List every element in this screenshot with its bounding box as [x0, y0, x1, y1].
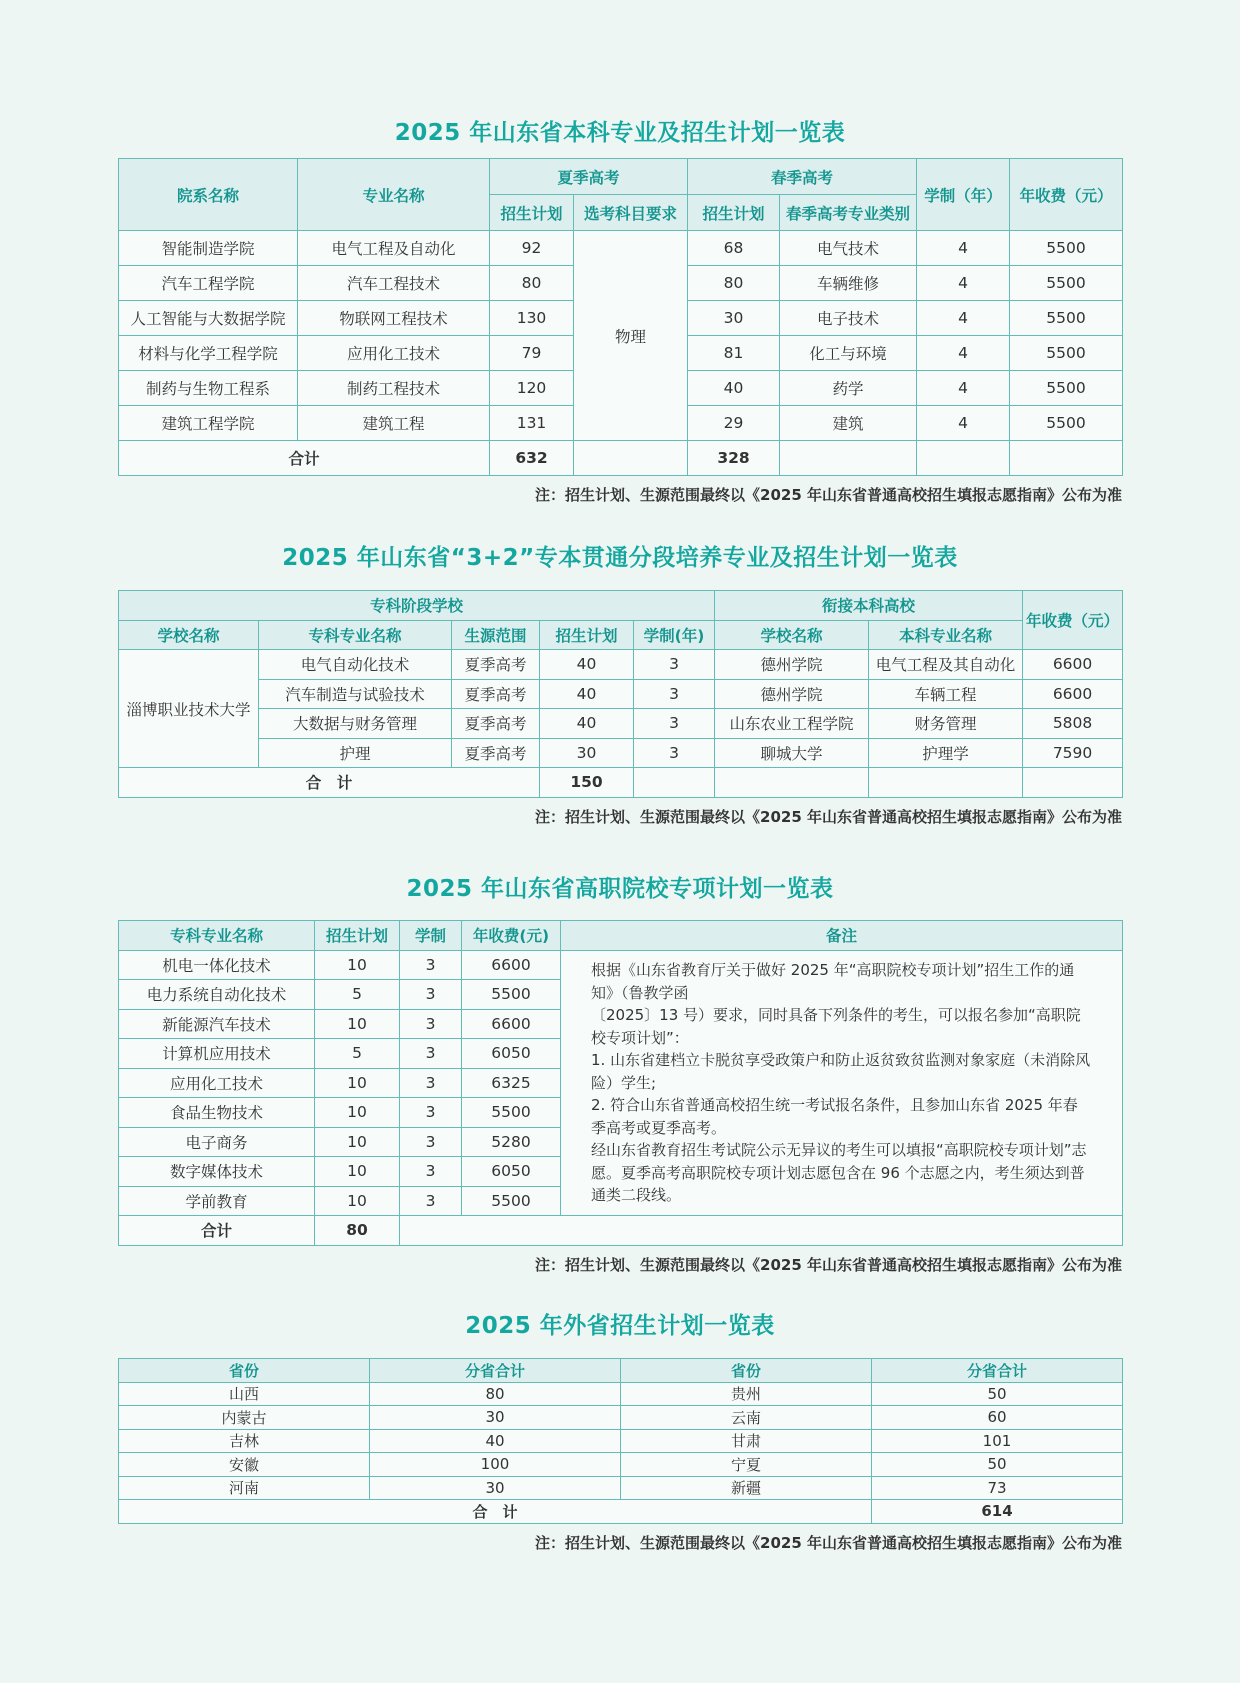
cell-years: 4: [917, 301, 1010, 336]
remark-line: 1. 山东省建档立卡脱贫享受政策户和防止返贫致贫监测对象家庭（未消除风险）学生;: [591, 1051, 1091, 1092]
cell-fee: 5500: [1010, 336, 1123, 371]
col-summer-subject: 选考科目要求: [574, 195, 688, 231]
cell-plan: 40: [540, 650, 634, 680]
cell-u-school: 德州学院: [715, 650, 869, 680]
cell-plan: 40: [540, 709, 634, 739]
3plus2-title: 2025 年山东省“3+2”专本贯通分段培养专业及招生计划一览表: [282, 545, 958, 571]
cell-years: 3: [400, 1009, 462, 1039]
cell-u-school: 山东农业工程学院: [715, 709, 869, 739]
cell-major: 应用化工技术: [119, 1068, 315, 1098]
cell-province: 内蒙古: [119, 1406, 370, 1430]
cell-source: 夏季高考: [452, 679, 540, 709]
cell-province: 安徽: [119, 1453, 370, 1477]
cell-major: 制药工程技术: [298, 371, 490, 406]
cell-plan: 10: [315, 1157, 400, 1187]
cell-sum: 101: [872, 1429, 1123, 1453]
out-of-province-table: [118, 1358, 1123, 1524]
cell-plan: 10: [315, 1186, 400, 1216]
col-major: 专科专业名称: [119, 921, 315, 951]
table-row: [119, 1382, 1123, 1406]
cell-spring-plan: 81: [688, 336, 780, 371]
cell-sum: 30: [370, 1476, 621, 1500]
cell-college: 智能制造学院: [119, 231, 298, 266]
cell-years: 3: [400, 1068, 462, 1098]
cell-major: 电气工程及自动化: [298, 231, 490, 266]
cell-years: 3: [634, 650, 715, 680]
cell-fee: 5500: [462, 980, 561, 1010]
cell-plan: 10: [315, 1098, 400, 1128]
cell-plan: 10: [315, 1009, 400, 1039]
cell-major: 计算机应用技术: [119, 1039, 315, 1069]
cell-summer-plan: 130: [490, 301, 574, 336]
section-out-of-province: [118, 1310, 1122, 1553]
col-undergrad: 衔接本科高校: [715, 591, 1023, 621]
cell-province: 贵州: [621, 1382, 872, 1406]
cell-years: 3: [634, 679, 715, 709]
special-title: 2025 年山东省高职院校专项计划一览表: [406, 876, 834, 902]
cell-years: 3: [634, 709, 715, 739]
cell-spring-plan: 40: [688, 371, 780, 406]
remark-line: 经山东省教育招生考试院公示无异议的考生可以填报“高职院校专项计划”志愿。夏季高考高职院校专项计划志愿包含在 96 个志愿之内，考生须达到普通类二段线。: [591, 1141, 1087, 1204]
cell-summer-plan: 79: [490, 336, 574, 371]
col-province-1: 省份: [119, 1359, 370, 1383]
cell-sum: 50: [872, 1382, 1123, 1406]
cell-fee: 6325: [462, 1068, 561, 1098]
col-u-school: 学校名称: [715, 620, 869, 650]
cell-years: 3: [400, 950, 462, 980]
cell-college: 人工智能与大数据学院: [119, 301, 298, 336]
cell-u-major: 护理学: [869, 738, 1023, 768]
table-row: [119, 1406, 1123, 1430]
cell-fee: 7590: [1023, 738, 1123, 768]
table-row: [119, 1476, 1123, 1500]
cell-subject: 物理: [574, 231, 688, 441]
cell-major: 电气自动化技术: [259, 650, 452, 680]
cell-province: 新疆: [621, 1476, 872, 1500]
cell-plan: 30: [540, 738, 634, 768]
col-major: 专科专业名称: [259, 620, 452, 650]
col-spring: 春季高考: [688, 159, 917, 195]
cell-province: 云南: [621, 1406, 872, 1430]
cell-major: 食品生物技术: [119, 1098, 315, 1128]
cell-fee: 5500: [1010, 231, 1123, 266]
col-spring-plan: 招生计划: [688, 195, 780, 231]
out-of-province-title: 2025 年外省招生计划一览表: [465, 1313, 775, 1339]
col-years: 学制: [400, 921, 462, 951]
table-row: [119, 738, 1123, 768]
cell-years: 3: [400, 1186, 462, 1216]
total-label: 合 计: [119, 768, 540, 798]
cell-plan: 10: [315, 1127, 400, 1157]
cell-spring-plan: 29: [688, 406, 780, 441]
cell-summer-plan: 131: [490, 406, 574, 441]
remark-line: 2. 符合山东省普通高校招生统一考试报名条件，且参加山东省 2025 年春季高考或夏季高考。: [591, 1096, 1078, 1137]
cell-years: 3: [400, 1157, 462, 1187]
summer-total: 632: [490, 441, 574, 476]
section-special: [118, 874, 1122, 1275]
cell-years: 4: [917, 406, 1010, 441]
total-sum: 614: [872, 1500, 1123, 1524]
total-row: [119, 1216, 1123, 1246]
section-3plus2: [118, 542, 1122, 827]
total-plan: 80: [315, 1216, 400, 1246]
total-label: 合计: [119, 1216, 315, 1246]
cell-fee: 5500: [1010, 406, 1123, 441]
cell-source: 夏季高考: [452, 709, 540, 739]
col-vocational: 专科阶段学校: [119, 591, 715, 621]
cell-fee: 6050: [462, 1157, 561, 1187]
col-province-2: 省份: [621, 1359, 872, 1383]
cell-sum: 40: [370, 1429, 621, 1453]
col-major: 专业名称: [298, 159, 490, 231]
cell-fee: 6050: [462, 1039, 561, 1069]
col-plan: 招生计划: [315, 921, 400, 951]
table-row: [119, 679, 1123, 709]
note: 注：招生计划、生源范围最终以《2025 年山东省普通高校招生填报志愿指南》公布为准: [535, 1533, 1122, 1552]
cell-province: 甘肃: [621, 1429, 872, 1453]
col-sum-2: 分省合计: [872, 1359, 1123, 1383]
cell-sum: 30: [370, 1406, 621, 1430]
cell-years: 3: [400, 1127, 462, 1157]
total-row: [119, 441, 1123, 476]
cell-fee: 5808: [1023, 709, 1123, 739]
spring-total: 328: [688, 441, 780, 476]
cell-sum: 73: [872, 1476, 1123, 1500]
cell-major: 大数据与财务管理: [259, 709, 452, 739]
cell-u-school: 聊城大学: [715, 738, 869, 768]
cell-major: 学前教育: [119, 1186, 315, 1216]
table-row: [119, 709, 1123, 739]
table-row: [119, 1453, 1123, 1477]
cell-sum: 80: [370, 1382, 621, 1406]
cell-province: 吉林: [119, 1429, 370, 1453]
cell-category: 车辆维修: [780, 266, 917, 301]
cell-source: 夏季高考: [452, 650, 540, 680]
cell-years: 4: [917, 266, 1010, 301]
cell-u-major: 财务管理: [869, 709, 1023, 739]
cell-major: 汽车工程技术: [298, 266, 490, 301]
cell-major: 物联网工程技术: [298, 301, 490, 336]
total-label: 合 计: [119, 1500, 872, 1524]
remark-line: 〔2025〕13 号）要求，同时具备下列条件的考生，可以报名参加“高职院校专项计划”：: [591, 1006, 1081, 1047]
cell-plan: 40: [540, 679, 634, 709]
cell-province: 河南: [119, 1476, 370, 1500]
col-summer: 夏季高考: [490, 159, 688, 195]
cell-spring-plan: 68: [688, 231, 780, 266]
section-undergrad: [118, 118, 1122, 505]
cell-college: 建筑工程学院: [119, 406, 298, 441]
cell-fee: 5500: [1010, 301, 1123, 336]
cell-summer-plan: 120: [490, 371, 574, 406]
cell-major: 机电一体化技术: [119, 950, 315, 980]
cell-source: 夏季高考: [452, 738, 540, 768]
cell-sum: 50: [872, 1453, 1123, 1477]
note: 注：招生计划、生源范围最终以《2025 年山东省普通高校招生填报志愿指南》公布为准: [535, 1255, 1122, 1274]
remark-cell: [561, 950, 1123, 1216]
cell-fee: 6600: [1023, 679, 1123, 709]
cell-major: 应用化工技术: [298, 336, 490, 371]
cell-fee: 6600: [462, 950, 561, 980]
cell-category: 化工与环境: [780, 336, 917, 371]
cell-years: 3: [400, 980, 462, 1010]
cell-major: 汽车制造与试验技术: [259, 679, 452, 709]
cell-college: 制药与生物工程系: [119, 371, 298, 406]
undergrad-title: 2025 年山东省本科专业及招生计划一览表: [394, 120, 846, 146]
col-fee: 年收费（元）: [1023, 591, 1123, 650]
cell-major: 护理: [259, 738, 452, 768]
col-u-major: 本科专业名称: [869, 620, 1023, 650]
special-table: [118, 920, 1123, 1246]
cell-fee: 5280: [462, 1127, 561, 1157]
cell-major: 电力系统自动化技术: [119, 980, 315, 1010]
col-college: 院系名称: [119, 159, 298, 231]
cell-years: 4: [917, 371, 1010, 406]
cell-major: 数字媒体技术: [119, 1157, 315, 1187]
cell-u-major: 车辆工程: [869, 679, 1023, 709]
total-row: [119, 1500, 1123, 1524]
cell-sum: 100: [370, 1453, 621, 1477]
cell-major: 电子商务: [119, 1127, 315, 1157]
cell-years: 3: [400, 1098, 462, 1128]
table-row: [119, 950, 1123, 980]
cell-spring-plan: 30: [688, 301, 780, 336]
cell-province: 山西: [119, 1382, 370, 1406]
cell-plan: 10: [315, 1068, 400, 1098]
cell-plan: 5: [315, 980, 400, 1010]
cell-years: 4: [917, 231, 1010, 266]
cell-summer-plan: 92: [490, 231, 574, 266]
col-school: 学校名称: [119, 620, 259, 650]
cell-years: 3: [634, 738, 715, 768]
cell-category: 建筑: [780, 406, 917, 441]
col-summer-plan: 招生计划: [490, 195, 574, 231]
cell-category: 药学: [780, 371, 917, 406]
col-years: 学制（年）: [917, 159, 1010, 231]
cell-fee: 6600: [1023, 650, 1123, 680]
cell-u-major: 电气工程及其自动化: [869, 650, 1023, 680]
cell-fee: 5500: [462, 1098, 561, 1128]
undergrad-table: [118, 158, 1123, 476]
cell-fee: 5500: [1010, 371, 1123, 406]
col-sum-1: 分省合计: [370, 1359, 621, 1383]
cell-years: 4: [917, 336, 1010, 371]
cell-plan: 5: [315, 1039, 400, 1069]
col-fee: 年收费（元）: [1010, 159, 1123, 231]
cell-college: 汽车工程学院: [119, 266, 298, 301]
cell-spring-plan: 80: [688, 266, 780, 301]
cell-plan: 10: [315, 950, 400, 980]
col-remark: 备注: [561, 921, 1123, 951]
col-plan: 招生计划: [540, 620, 634, 650]
3plus2-table: [118, 590, 1123, 798]
cell-u-school: 德州学院: [715, 679, 869, 709]
cell-category: 电气技术: [780, 231, 917, 266]
cell-years: 3: [400, 1039, 462, 1069]
cell-school: 淄博职业技术大学: [119, 650, 259, 768]
note: 注：招生计划、生源范围最终以《2025 年山东省普通高校招生填报志愿指南》公布为准: [535, 807, 1122, 826]
table-row: [119, 231, 1123, 266]
cell-fee: 5500: [462, 1186, 561, 1216]
col-source: 生源范围: [452, 620, 540, 650]
remark-line: 根据《山东省教育厅关于做好 2025 年“高职院校专项计划”招生工作的通知》（鲁教学函: [591, 961, 1075, 1002]
cell-province: 宁夏: [621, 1453, 872, 1477]
table-row: [119, 650, 1123, 680]
total-row: [119, 768, 1123, 798]
total-label: 合计: [119, 441, 490, 476]
cell-major: 新能源汽车技术: [119, 1009, 315, 1039]
note: 注：招生计划、生源范围最终以《2025 年山东省普通高校招生填报志愿指南》公布为准: [535, 486, 1122, 504]
cell-college: 材料与化学工程学院: [119, 336, 298, 371]
col-spring-category: 春季高考专业类别: [780, 195, 917, 231]
col-years: 学制(年): [634, 620, 715, 650]
cell-fee: 6600: [462, 1009, 561, 1039]
table-row: [119, 1429, 1123, 1453]
cell-category: 电子技术: [780, 301, 917, 336]
cell-summer-plan: 80: [490, 266, 574, 301]
cell-major: 建筑工程: [298, 406, 490, 441]
col-fee: 年收费(元): [462, 921, 561, 951]
cell-fee: 5500: [1010, 266, 1123, 301]
cell-sum: 60: [872, 1406, 1123, 1430]
total-plan: 150: [540, 768, 634, 798]
